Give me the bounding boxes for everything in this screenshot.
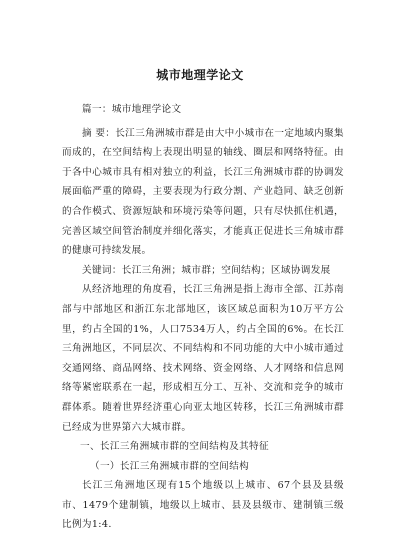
body-paragraph-1: 从经济地理的角度看，长江三角洲是指上海市全部、江苏南部与中部地区和浙江东北部地区，该区域总面积为10万平方公里，约占全国的1%，人口7534万人，约占全国的6%。在长江三角洲地区，不同层次、不同结构和不同功能的大中小城市通过交通网络、商品网络、技术网络、资金网络、人才网络和信息网络等紧密联系在一起，形成相互分工、互补、交流和竞争的城市群体系。随着世界经济重心向亚太地区转移，长江三角洲城市群已经成为世界第六大城市群。 [62,284,344,433]
body-paragraph-2: 长江三角洲地区现有15个地级以上城市、67个县及县级市、1479个建制镇，地级以上城市、县及县级市、建制镇三级比例为1:4. [62,480,344,531]
keywords-paragraph: 关键词：长江三角洲；城市群；空间结构；区域协调发展 [82,264,331,276]
abstract-paragraph: 摘 要：长江三角洲城市群是由大中小城市在一定地域内聚集而成的，在空间结构上表现出明显的轴线、圈层和网络特征。由于各中心城市具有相对独立的利益，长江三角洲城市群的协调发展面临严重的障碍，主要表现为行政分割、产业趋同、缺乏创新的合作模式、资源短缺和环境污染等问题，只有尽快抓住机遇，完善区域空间管治制度并细化落实，才能真正促进长三角城市群的健康可持续发展。 [62,127,344,257]
subsection-heading: （一）长江三角洲城市群的空间结构 [90,460,250,472]
document-title: 城市地理学论文 [156,68,244,82]
section-heading: 一、长江三角洲城市群的空间结构及其特征 [80,441,269,453]
document-body [62,100,344,535]
section-label: 篇一：城市地理学论文 [82,104,182,115]
